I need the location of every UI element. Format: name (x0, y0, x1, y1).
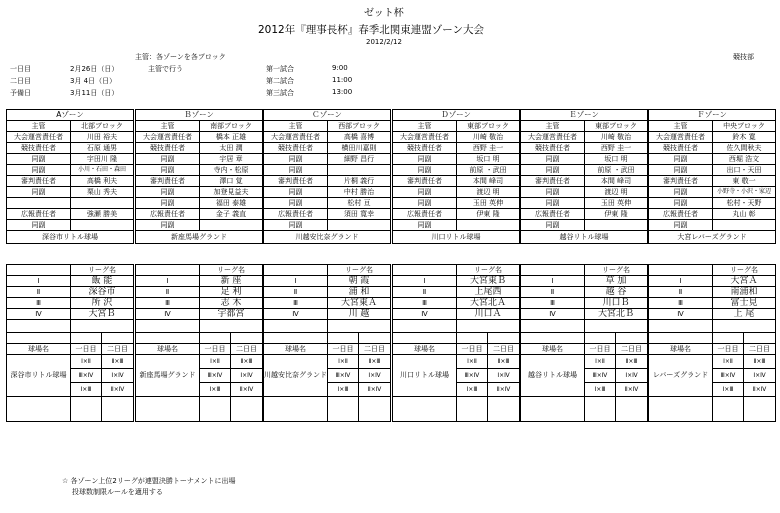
staff-role: 同副 (264, 154, 328, 165)
league-no: Ⅲ (136, 298, 200, 309)
league-header: リーグ名 (457, 265, 520, 276)
staff-name: 渡辺 明 (585, 187, 648, 198)
league-header: リーグ名 (585, 265, 648, 276)
match-day2: Ⅱ×Ⅳ (488, 383, 520, 397)
staff-name: 佐久間秋夫 (713, 143, 776, 154)
match-day1: Ⅲ×Ⅳ (457, 369, 488, 383)
staff-name: 出口・天田 (713, 165, 776, 176)
staff-role: 広報責任者 (264, 209, 328, 220)
zone-venue: 川越安比奈グランド (264, 231, 391, 244)
staff-role: 同副 (136, 187, 200, 198)
day-label-2: 二日目 (10, 77, 31, 85)
zone-venue: 大宮レバーズグランド (649, 231, 776, 244)
staff-role: 広報責任者 (393, 209, 457, 220)
staff-role: 審判責任者 (7, 176, 71, 187)
staff-role: 同副 (7, 220, 71, 231)
staff-name: 橋本 正雄 (200, 132, 263, 143)
field-header: 球場名 (521, 344, 585, 355)
department: 競技部 (733, 53, 754, 61)
league-table-1 (135, 264, 263, 422)
footer-note-2: 投球数制限ルールを適用する (72, 488, 163, 496)
match-day2: Ⅱ×Ⅳ (616, 383, 648, 397)
staff-name: 坂口 明 (457, 154, 520, 165)
staff-name: 須田 寛幸 (328, 209, 391, 220)
staff-role: 同副 (7, 187, 71, 198)
league-table-3 (392, 264, 520, 422)
staff-name: 丸山 彰 (713, 209, 776, 220)
staff-role: 同副 (521, 165, 585, 176)
day1-header: 一日目 (585, 344, 616, 355)
game-time-3: 13:00 (332, 88, 353, 96)
day2-header: 二日目 (359, 344, 391, 355)
host-label: 主管 (264, 121, 328, 132)
zone-block: 北部ブロック (71, 121, 134, 132)
staff-name: 太田 潤 (200, 143, 263, 154)
staff-role: 競技責任者 (393, 143, 457, 154)
day-label-1: 一日目 (10, 65, 31, 73)
staff-role: 同副 (264, 165, 328, 176)
zone-name: Ｂゾーン (136, 110, 263, 121)
staff-role: 競技責任者 (264, 143, 328, 154)
staff-role: 同副 (393, 187, 457, 198)
staff-role: 大会運営責任者 (136, 132, 200, 143)
staff-name: 川崎 敬治 (585, 132, 648, 143)
staff-name: 金子 義直 (200, 209, 263, 220)
staff-role: 審判責任者 (136, 176, 200, 187)
match-day2: Ⅱ×Ⅲ (231, 355, 263, 369)
day2-header: 二日目 (616, 344, 648, 355)
staff-role: 同副 (521, 154, 585, 165)
staff-role: 同副 (521, 198, 585, 209)
staff-name (328, 165, 391, 176)
staff-role: 同副 (521, 220, 585, 231)
zone-block: 東部ブロック (585, 121, 648, 132)
match-day1: Ⅰ×Ⅱ (457, 355, 488, 369)
zone-table-3 (392, 109, 520, 244)
staff-name: 前原 ・武田 (585, 165, 648, 176)
league-no: Ⅳ (649, 309, 713, 320)
staff-name: 前原 ・武田 (457, 165, 520, 176)
zone-name: Ｅゾーン (521, 110, 648, 121)
zone-venue: 川口リトル球場 (393, 231, 520, 244)
staff-name (585, 220, 648, 231)
day2-header: 二日目 (231, 344, 263, 355)
staff-name: 川田 裕夫 (71, 132, 134, 143)
league-team: 草 加 (585, 276, 648, 287)
league-team: 深谷市 (71, 287, 134, 298)
league-team: 大宮北Ａ (457, 298, 520, 309)
league-no: Ⅱ (393, 287, 457, 298)
league-team: 大宮東Ａ (328, 298, 391, 309)
zone-table-5 (648, 109, 776, 244)
league-team: 越 谷 (585, 287, 648, 298)
staff-name: 石原 通男 (71, 143, 134, 154)
zone-block: 中央ブロック (713, 121, 776, 132)
staff-name: 寺内・松原 (200, 165, 263, 176)
host-label: 主管 (393, 121, 457, 132)
staff-role: 同副 (7, 165, 71, 176)
league-team: 南浦和 (713, 287, 776, 298)
staff-name: 澤口 覚 (200, 176, 263, 187)
staff-name: 小野寺・小沢・家辺 (713, 187, 776, 198)
staff-name: 宇田川 隆 (71, 154, 134, 165)
league-table-4 (520, 264, 648, 422)
league-team: 宇都宮 (200, 309, 263, 320)
field-name: 深谷市リトル球場 (7, 355, 71, 397)
match-day2: Ⅱ×Ⅲ (616, 355, 648, 369)
league-team: 上 尾 (713, 309, 776, 320)
staff-role: 審判責任者 (649, 176, 713, 187)
staff-role: 同副 (136, 154, 200, 165)
staff-role: 大会運営責任者 (393, 132, 457, 143)
host-label: 主管 (7, 121, 71, 132)
match-day1: Ⅰ×Ⅲ (713, 383, 744, 397)
staff-role: 同副 (393, 154, 457, 165)
staff-role (7, 198, 71, 209)
day2-header: 二日目 (744, 344, 776, 355)
league-header: リーグ名 (71, 265, 134, 276)
zone-block: 南部ブロック (200, 121, 263, 132)
match-day2: Ⅱ×Ⅲ (488, 355, 520, 369)
staff-name: 西野 圭一 (585, 143, 648, 154)
league-team: 浦 和 (328, 287, 391, 298)
staff-role: 広報責任者 (521, 209, 585, 220)
match-day1: Ⅰ×Ⅱ (71, 355, 102, 369)
staff-name: 本間 峰司 (457, 176, 520, 187)
match-day1: Ⅰ×Ⅲ (328, 383, 359, 397)
league-no: Ⅰ (136, 276, 200, 287)
match-day2: Ⅰ×Ⅳ (744, 369, 776, 383)
staff-name: 伊東 隆 (585, 209, 648, 220)
league-team: 大宮Ｂ (71, 309, 134, 320)
staff-role: 大会運営責任者 (521, 132, 585, 143)
staff-name: 栗山 秀夫 (71, 187, 134, 198)
staff-name: 中村 勝治 (328, 187, 391, 198)
staff-role: 同副 (264, 220, 328, 231)
staff-name (71, 198, 134, 209)
staff-name: 川崎 敬治 (457, 132, 520, 143)
match-day1: Ⅰ×Ⅱ (200, 355, 231, 369)
staff-role: 競技責任者 (7, 143, 71, 154)
staff-name: 細野 昌行 (328, 154, 391, 165)
staff-name (457, 220, 520, 231)
league-team: 富士見 (713, 298, 776, 309)
staff-name: 小川・石田・森田 (71, 165, 134, 176)
staff-name: 高橋 喜博 (328, 132, 391, 143)
staff-name: 松村 亘 (328, 198, 391, 209)
staff-role: 審判責任者 (393, 176, 457, 187)
staff-role: 同副 (393, 198, 457, 209)
footer-note-1: ☆ 各ゾーン上位2リーグが連盟決勝トーナメントに出場 (62, 477, 236, 485)
day-date-1: 2月26日（日） (70, 65, 119, 73)
field-name: 川口リトル球場 (393, 355, 457, 397)
zone-venue: 深谷市リトル球場 (7, 231, 134, 244)
league-team: 大宮Ａ (713, 276, 776, 287)
day-date-2: 3月 4日（日） (70, 77, 117, 85)
staff-name: 横田川嘉則 (328, 143, 391, 154)
day-date-3: 3月11日（日） (70, 89, 119, 97)
zone-table-1 (135, 109, 263, 244)
zone-block: 東部ブロック (457, 121, 520, 132)
league-no: Ⅳ (393, 309, 457, 320)
league-no: Ⅲ (393, 298, 457, 309)
day2-header: 二日目 (488, 344, 520, 355)
league-team: 朝 霞 (328, 276, 391, 287)
league-no: Ⅱ (136, 287, 200, 298)
zone-venue: 越谷リトル球場 (521, 231, 648, 244)
league-table-2 (263, 264, 391, 422)
match-day2: Ⅱ×Ⅳ (744, 383, 776, 397)
day1-header: 一日目 (713, 344, 744, 355)
staff-name: 本間 峰司 (585, 176, 648, 187)
field-name: レバーズグランド (649, 355, 713, 397)
staff-role: 競技責任者 (649, 143, 713, 154)
league-table-5 (648, 264, 776, 422)
staff-role: 同副 (136, 165, 200, 176)
league-no: Ⅳ (264, 309, 328, 320)
match-day1: Ⅲ×Ⅳ (328, 369, 359, 383)
league-no: Ⅰ (264, 276, 328, 287)
match-day2: Ⅰ×Ⅳ (488, 369, 520, 383)
match-day1: Ⅲ×Ⅳ (71, 369, 102, 383)
staff-role: 同副 (393, 220, 457, 231)
staff-name: 高橋 利夫 (71, 176, 134, 187)
staff-name (200, 220, 263, 231)
league-team: 大宮北Ｂ (585, 309, 648, 320)
field-header: 球場名 (136, 344, 200, 355)
match-day2: Ⅱ×Ⅳ (231, 383, 263, 397)
staff-role: 審判責任者 (521, 176, 585, 187)
match-day2: Ⅱ×Ⅳ (102, 383, 134, 397)
league-no: Ⅰ (393, 276, 457, 287)
zone-block: 西部ブロック (328, 121, 391, 132)
staff-role: 競技責任者 (521, 143, 585, 154)
host-label: 主管 (521, 121, 585, 132)
page-title: 2012年『理事長杯』春季北関東連盟ゾーン大会 (258, 24, 485, 36)
staff-role: 大会運営責任者 (649, 132, 713, 143)
league-table-0 (6, 264, 134, 422)
match-day2: Ⅰ×Ⅳ (102, 369, 134, 383)
staff-name: 宇居 章 (200, 154, 263, 165)
host-note: 主管：各ゾーンを各ブロック (135, 53, 226, 61)
league-team: 上尾西 (457, 287, 520, 298)
league-no: Ⅱ (7, 287, 71, 298)
match-day1: Ⅰ×Ⅱ (328, 355, 359, 369)
day1-header: 一日目 (457, 344, 488, 355)
staff-name: 強瀬 勝美 (71, 209, 134, 220)
day-label-3: 予備日 (10, 89, 31, 97)
league-team: 川口Ｂ (585, 298, 648, 309)
staff-role: 広報責任者 (7, 209, 71, 220)
league-no: Ⅱ (649, 287, 713, 298)
zone-name: Aゾーン (7, 110, 134, 121)
staff-name (713, 220, 776, 231)
league-team: 川口Ａ (457, 309, 520, 320)
staff-role: 同副 (264, 198, 328, 209)
staff-role: 同副 (7, 154, 71, 165)
game-label-2: 第二試合 (266, 77, 294, 85)
staff-role: 広報責任者 (136, 209, 200, 220)
staff-role: 審判責任者 (264, 176, 328, 187)
match-day1: Ⅲ×Ⅳ (585, 369, 616, 383)
staff-name: 西堀 浩文 (713, 154, 776, 165)
staff-role: 広報責任者 (649, 209, 713, 220)
match-day2: Ⅱ×Ⅲ (744, 355, 776, 369)
league-no: Ⅰ (521, 276, 585, 287)
match-day1: Ⅰ×Ⅱ (585, 355, 616, 369)
league-header: リーグ名 (200, 265, 263, 276)
league-header: リーグ名 (328, 265, 391, 276)
day1-header: 一日目 (71, 344, 102, 355)
game-label-3: 第三試合 (266, 89, 294, 97)
match-day1: Ⅲ×Ⅳ (713, 369, 744, 383)
day1-header: 一日目 (328, 344, 359, 355)
league-no: Ⅳ (7, 309, 71, 320)
league-no: Ⅱ (521, 287, 585, 298)
field-header: 球場名 (649, 344, 713, 355)
match-day2: Ⅰ×Ⅳ (616, 369, 648, 383)
staff-name: 鈴木 寛 (713, 132, 776, 143)
staff-name: 坂口 明 (585, 154, 648, 165)
doc-date: 2012/2/12 (366, 38, 402, 46)
league-team: 新 座 (200, 276, 263, 287)
league-no: Ⅰ (7, 276, 71, 287)
match-day1: Ⅰ×Ⅲ (200, 383, 231, 397)
league-no: Ⅲ (649, 298, 713, 309)
staff-role: 同副 (649, 198, 713, 209)
staff-role: 同副 (521, 187, 585, 198)
staff-name: 福田 泰雄 (200, 198, 263, 209)
league-team: 足 利 (200, 287, 263, 298)
league-no: Ⅱ (264, 287, 328, 298)
league-team: 所 沢 (71, 298, 134, 309)
cup-title: ゼット杯 (364, 8, 404, 19)
league-no: Ⅲ (264, 298, 328, 309)
staff-role: 同副 (264, 187, 328, 198)
match-day1: Ⅰ×Ⅲ (585, 383, 616, 397)
zone-name: Ｆゾーン (649, 110, 776, 121)
day1-header: 一日目 (200, 344, 231, 355)
staff-role: 同副 (393, 165, 457, 176)
league-no: Ⅲ (521, 298, 585, 309)
host-note-2: 主管で行う (148, 65, 183, 73)
league-team: 大宮東Ｂ (457, 276, 520, 287)
staff-name: 伊東 隆 (457, 209, 520, 220)
staff-name: 玉田 英伸 (585, 198, 648, 209)
league-team: 川 越 (328, 309, 391, 320)
staff-name: 東 敬一 (713, 176, 776, 187)
staff-name: 西野 圭一 (457, 143, 520, 154)
match-day2: Ⅱ×Ⅳ (359, 383, 391, 397)
zone-table-0 (6, 109, 134, 244)
staff-role: 大会運営責任者 (264, 132, 328, 143)
game-time-2: 11:00 (332, 76, 353, 84)
staff-name: 渡辺 明 (457, 187, 520, 198)
staff-role: 同副 (649, 165, 713, 176)
field-name: 川越安比奈グランド (264, 355, 328, 397)
match-day2: Ⅰ×Ⅳ (231, 369, 263, 383)
match-day2: Ⅰ×Ⅳ (359, 369, 391, 383)
staff-name: 加登見益夫 (200, 187, 263, 198)
zone-name: Ｄゾーン (393, 110, 520, 121)
match-day1: Ⅲ×Ⅳ (200, 369, 231, 383)
league-no: Ⅳ (136, 309, 200, 320)
match-day1: Ⅰ×Ⅲ (457, 383, 488, 397)
staff-name (71, 220, 134, 231)
zone-venue: 新座馬場グランド (136, 231, 263, 244)
league-team: 志 木 (200, 298, 263, 309)
zone-table-4 (520, 109, 648, 244)
host-label: 主管 (136, 121, 200, 132)
league-no: Ⅰ (649, 276, 713, 287)
field-name: 新座馬場グランド (136, 355, 200, 397)
staff-name: 松村・天野 (713, 198, 776, 209)
day2-header: 二日目 (102, 344, 134, 355)
staff-role: 大会運営責任者 (7, 132, 71, 143)
game-label-1: 第一試合 (266, 65, 294, 73)
match-day1: Ⅰ×Ⅲ (71, 383, 102, 397)
field-header: 球場名 (7, 344, 71, 355)
staff-role: 同副 (136, 220, 200, 231)
staff-name (328, 220, 391, 231)
staff-role: 同副 (649, 187, 713, 198)
staff-role: 同副 (136, 198, 200, 209)
match-day2: Ⅱ×Ⅲ (359, 355, 391, 369)
field-header: 球場名 (264, 344, 328, 355)
staff-role: 同副 (649, 220, 713, 231)
league-no: Ⅲ (7, 298, 71, 309)
league-no: Ⅳ (521, 309, 585, 320)
field-name: 越谷リトル球場 (521, 355, 585, 397)
field-header: 球場名 (393, 344, 457, 355)
staff-name: 玉田 英伸 (457, 198, 520, 209)
match-day1: Ⅰ×Ⅱ (713, 355, 744, 369)
staff-name: 片桐 義行 (328, 176, 391, 187)
staff-role: 競技責任者 (136, 143, 200, 154)
league-header: リーグ名 (713, 265, 776, 276)
zone-table-2 (263, 109, 391, 244)
match-day2: Ⅱ×Ⅲ (102, 355, 134, 369)
zone-name: Ｃゾーン (264, 110, 391, 121)
host-label: 主管 (649, 121, 713, 132)
staff-role: 同副 (649, 154, 713, 165)
game-time-1: 9:00 (332, 64, 348, 72)
league-team: 飯 能 (71, 276, 134, 287)
